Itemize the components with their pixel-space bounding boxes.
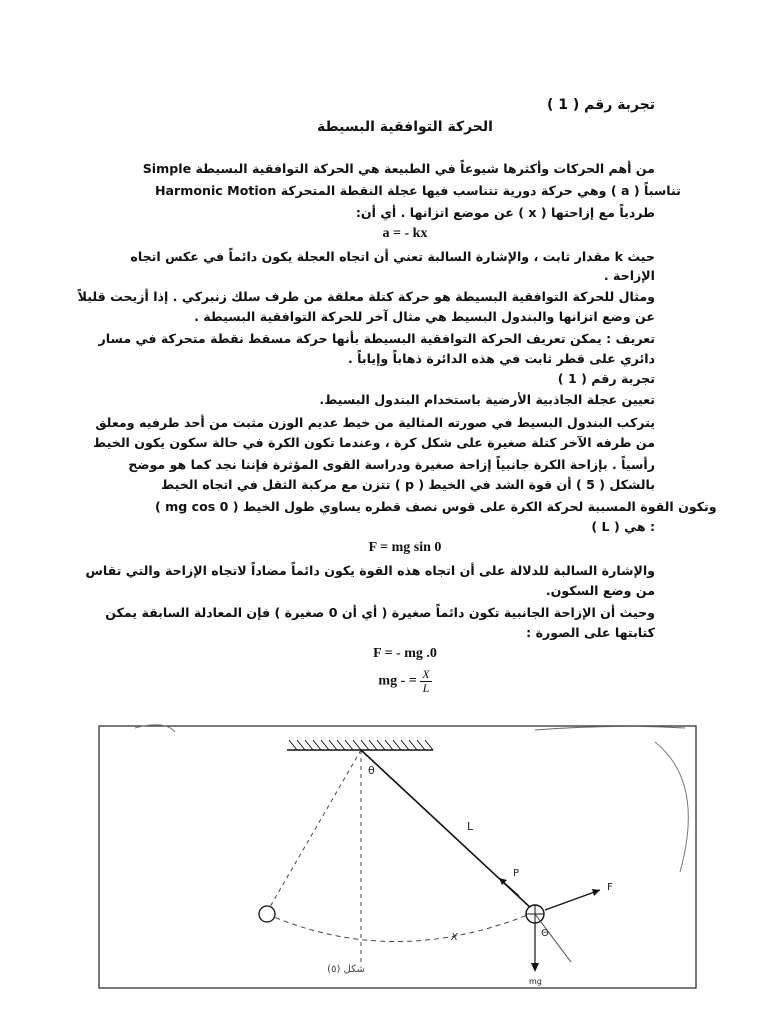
length-label: L bbox=[467, 820, 474, 833]
paragraph-line: يتركب البندول البسيط في صورته المثالية من خيط عديم الوزن مثبت من أحد طرفيه ومعلق bbox=[95, 415, 655, 430]
section-subtitle: الحركة التوافقية البسيطة bbox=[317, 119, 493, 135]
paragraph-line: عن وضع اتزانها والبندول البسيط هي مثال آخر للحركة التوافقية البسيطة . bbox=[194, 309, 655, 324]
paragraph-line: رأسياً . بإزاحة الكرة جانبياً إزاحة صغيرة ودراسة القوى المؤثرة فإننا نجد كما هو موضح bbox=[128, 457, 655, 472]
fraction-numerator: X bbox=[422, 667, 430, 681]
equation-ratio bbox=[155, 668, 655, 695]
left-string-dashed bbox=[267, 750, 361, 912]
scan-mark bbox=[655, 742, 688, 872]
paragraph-line: والإشارة السالبة للدلالة على أن اتجاه هذه القوة يكون دائماً مضاداً لاتجاه الإزاحة والتي تقاس bbox=[85, 563, 655, 578]
fraction bbox=[420, 668, 431, 695]
displacement-label: X bbox=[451, 932, 458, 943]
paragraph-line: بالشكل ( 5 ) أن قوة الشد في الخيط ( p ) تتزن مع مركبة الثقل في اتجاه الخيط bbox=[161, 477, 655, 492]
figure-frame bbox=[99, 726, 696, 988]
pendulum-figure bbox=[95, 722, 700, 990]
paragraph-line: Harmonic Motion وهي حركة دورية تتناسب فيها عجلة النقطة المتحركة ( a ) تناسباً bbox=[155, 183, 681, 198]
swing-arc bbox=[267, 912, 535, 942]
scan-mark bbox=[535, 726, 685, 730]
theta-label: θ bbox=[368, 764, 375, 777]
paragraph-line: حيث k مقدار ثابت ، والإشارة السالبة تعني أن اتجاه العجلة يكون دائماً في عكس اتجاه bbox=[130, 249, 655, 264]
tension-label: P bbox=[513, 868, 520, 879]
experiment-title: تجربة رقم ( 1 ) bbox=[546, 97, 655, 113]
equation-acceleration: a = - kx bbox=[382, 226, 428, 241]
force-arrow bbox=[545, 890, 600, 910]
paragraph-line: من طرفه الآخر كتلة صغيرة على شكل كرة ، وعندما تكون الكرة في حالة سكون يكون الخيط bbox=[93, 435, 655, 450]
paragraph-line: كتابتها على الصورة : bbox=[526, 625, 655, 640]
weight-label: mg bbox=[529, 977, 542, 986]
paragraph-line: وحيث أن الإزاحة الجانبية تكون دائماً صغيرة ( أي أن 0 صغيرة ) فإن المعادلة السابقة يمكن bbox=[105, 605, 655, 620]
bob-left bbox=[259, 906, 275, 922]
paragraph-line: من وضع السكون. bbox=[545, 583, 655, 598]
definition-line: تعريف : يمكن تعريف الحركة التوافقية البسيطة بأنها حركة مسقط نقطة متحركة في مسار bbox=[98, 331, 655, 346]
equation-force-small-angle: F = - mg .0 bbox=[373, 646, 437, 661]
paragraph-line: ( mg cos 0 ) وتكون القوة المسببة لحركة الكرة على قوس نصف قطره يساوي طول الخيط bbox=[155, 499, 717, 514]
equation-force-sine: F = mg sin 0 bbox=[368, 540, 442, 555]
experiment-aim: تعيين عجلة الجاذبية الأرضية باستخدام البندول البسيط. bbox=[319, 392, 655, 407]
paragraph-line: ومثال للحركة التوافقية البسيطة هو حركة كتلة معلقة من طرف سلك زنبركي . إذا أزيحت قليلاً bbox=[77, 289, 655, 304]
experiment-heading: تجربة رقم ( 1 ) bbox=[557, 371, 655, 386]
equation-ratio-left: mg - = bbox=[378, 673, 417, 689]
paragraph-line: من أهم الحركات وأكثرها شيوعاً في الطبيعة هي الحركة التوافقية البسيطة Simple bbox=[142, 161, 655, 176]
force-label: F bbox=[607, 882, 613, 893]
figure-caption: شكل (٥) bbox=[327, 964, 365, 975]
paragraph-line: ( L ) هي : bbox=[591, 519, 655, 534]
fraction-denominator: L bbox=[422, 681, 430, 695]
ceiling-support bbox=[287, 740, 433, 750]
pendulum-diagram bbox=[95, 722, 700, 990]
angle-label-bottom: Θ bbox=[541, 928, 549, 939]
paragraph-line: الإزاحة . bbox=[603, 268, 655, 283]
paragraph-line: دائري على قطر ثابت في هذه الدائرة ذهاباً وإياباً . bbox=[348, 351, 655, 366]
paragraph-line: طردياً مع إزاحتها ( x ) عن موضع اتزانها . أي أن: bbox=[355, 205, 655, 220]
